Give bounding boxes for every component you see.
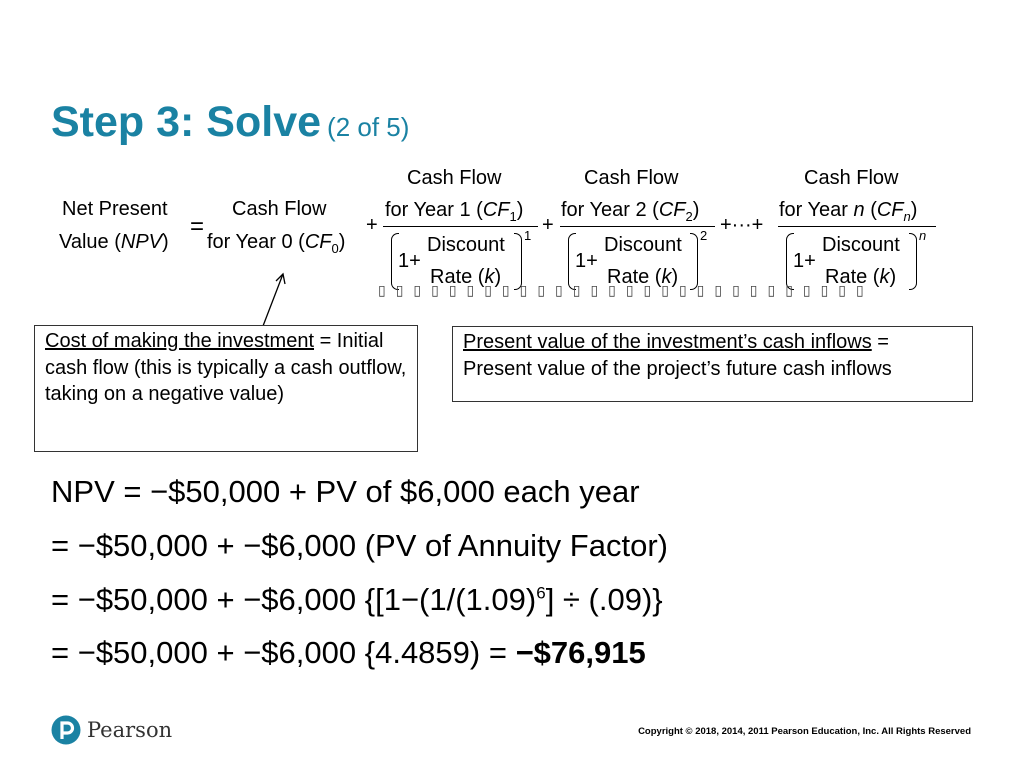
term1-numerator: for Year 1 $(CF_1)$ bbox=[385, 199, 524, 224]
term1-exponent: 1 bbox=[524, 228, 532, 243]
note-left-text: = Initial cash flow (this is typically a cash outflow, taking on a negative value) bbox=[45, 330, 407, 405]
cf0-label-bottom: for Year 0 $(CF_0)$ bbox=[207, 231, 346, 256]
present-value-note bbox=[452, 326, 973, 402]
termn-header: Cash Flow bbox=[804, 167, 899, 189]
pearson-logo bbox=[51, 714, 172, 746]
termn-fraction-bar bbox=[778, 226, 936, 227]
termn-exponent: n bbox=[919, 228, 927, 243]
placeholder-glyph-row: ▯▯▯▯▯▯▯▯▯▯▯▯▯▯▯▯▯▯▯▯▯▯▯▯▯▯▯▯ bbox=[378, 282, 874, 298]
initial-cash-flow-note bbox=[34, 325, 418, 452]
copyright-notice: Copyright © 2018, 2014, 2011 Pearson Education, Inc. All Rights Reserved bbox=[638, 726, 971, 737]
termn-one-plus: 1+ bbox=[793, 250, 816, 272]
note-right-underlined: Present value of the investment’s cash inflows bbox=[463, 331, 872, 353]
arrow-icon bbox=[255, 268, 295, 330]
plus-sign-2: + bbox=[542, 214, 554, 236]
calc-line-4: = −$50,000 + −$6,000 {4.4859) = −$76,915 bbox=[51, 635, 646, 670]
term2-discount: Discount bbox=[604, 234, 682, 256]
formula-lhs-line1: Net Present bbox=[62, 198, 168, 220]
term1-one-plus: 1+ bbox=[398, 250, 421, 272]
note-right-text: = Present value of the project’s future cash inflows bbox=[463, 331, 892, 380]
note-left-underlined: Cost of making the investment bbox=[45, 330, 315, 352]
termn-rate: Rate (k) bbox=[825, 266, 897, 288]
term1-fraction-bar bbox=[383, 226, 538, 227]
term2-fraction-bar bbox=[560, 226, 715, 227]
pearson-logo-icon bbox=[51, 714, 81, 746]
formula-equals: = bbox=[190, 213, 205, 240]
pearson-wordmark: Pearson bbox=[87, 718, 173, 742]
term2-exponent: 2 bbox=[700, 228, 708, 243]
calc-line-2: = −$50,000 + −$6,000 (PV of Annuity Factor) bbox=[51, 528, 668, 563]
termn-right-paren bbox=[909, 233, 917, 290]
cf0-label-top: Cash Flow bbox=[232, 198, 327, 220]
termn-discount: Discount bbox=[822, 234, 900, 256]
title-suffix: (2 of 5) bbox=[327, 112, 410, 142]
term1-header: Cash Flow bbox=[407, 167, 502, 189]
calc-line-1: NPV = −$50,000 + PV of $6,000 each year bbox=[51, 474, 640, 509]
plus-sign-1: + bbox=[366, 214, 378, 236]
formula-lhs-line2: Value (NPV) bbox=[59, 231, 169, 253]
ellipsis-plus: +···+ bbox=[720, 214, 764, 236]
term1-rate: Rate (k) bbox=[430, 266, 502, 288]
termn-numerator: for Year n $(CF_n)$ bbox=[779, 199, 918, 224]
term2-rate: Rate (k) bbox=[607, 266, 679, 288]
slide-title bbox=[51, 98, 409, 147]
term2-numerator: for Year 2 $(CF_2)$ bbox=[561, 199, 700, 224]
term2-header: Cash Flow bbox=[584, 167, 679, 189]
title-main: Step 3: Solve bbox=[51, 98, 322, 146]
term2-one-plus: 1+ bbox=[575, 250, 598, 272]
term1-discount: Discount bbox=[427, 234, 505, 256]
npv-result: −$76,915 bbox=[515, 635, 646, 670]
calc-line-3: = −$50,000 + −$6,000 {$[1-(1/(1.09)^6] \div (.09)\}$ bbox=[51, 582, 663, 617]
